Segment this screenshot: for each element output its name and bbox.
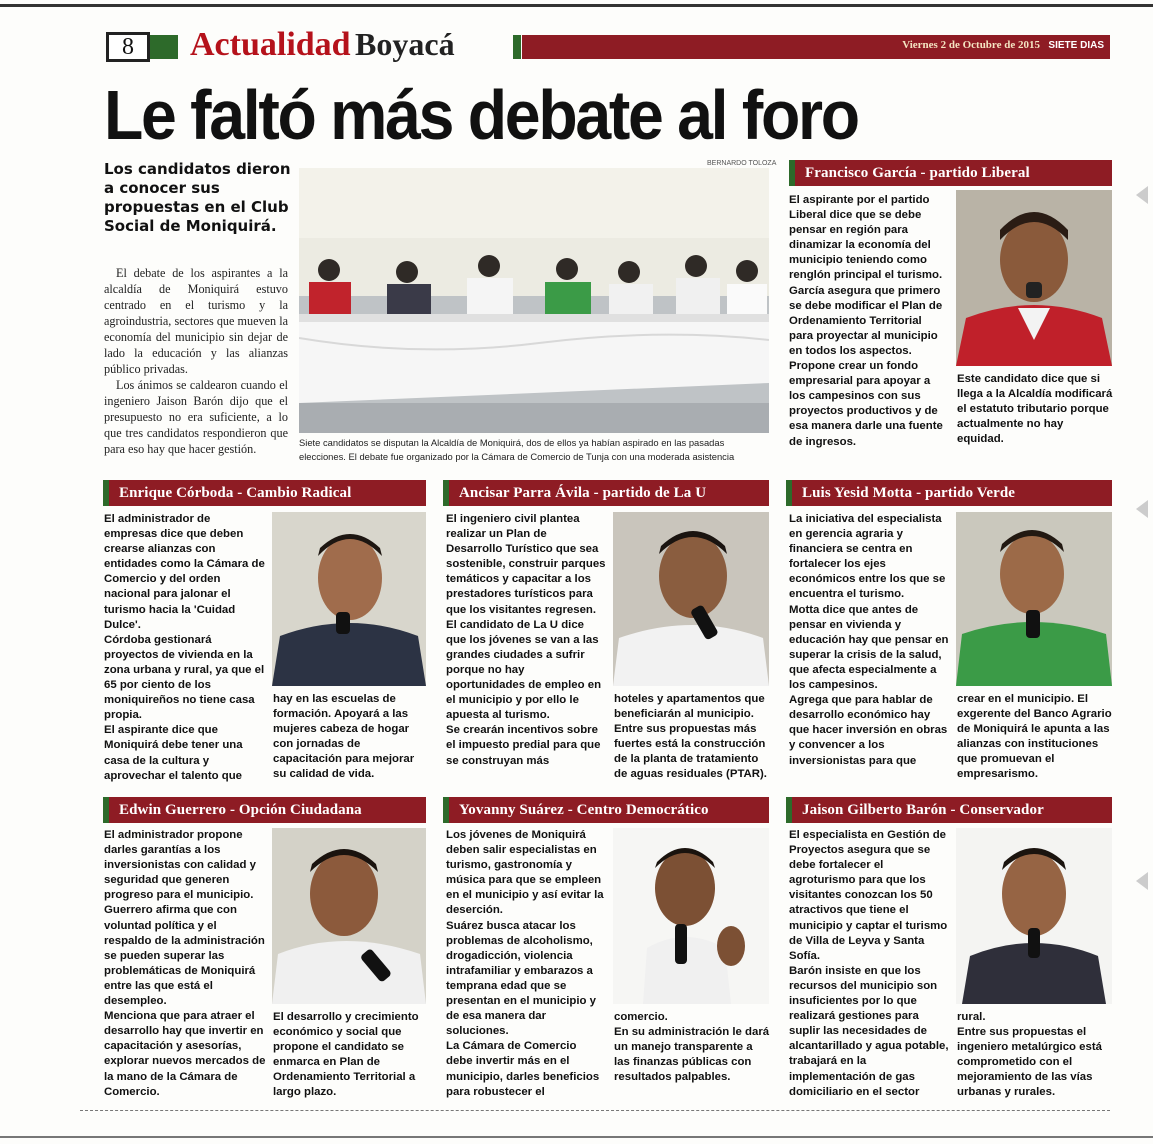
- candidate-text-col2: comercio. En su administración le dará un manejo transparente a las finanzas públicas con resultados palpables.: [614, 1011, 770, 1084]
- candidate-text-col1: El administrador de empresas dice que deben crearse alianzas con entidades como la Cámara de Comercio y del orden nacional para jalonar el turismo hacia la 'Cuidad Dulce'. Córdoba gestionará proyectos de vivienda en la zona urbana y rural, ya que el 65 por ciento de los moniquireños no tiene casa propia. El aspirante dice que Moniquirá debe tener una casa de la cultura y aprovechar el talento que: [104, 513, 265, 782]
- bottom-rule: [80, 1110, 1110, 1111]
- candidate-photo: [613, 828, 769, 1004]
- candidate-photo: [956, 512, 1112, 686]
- lead-body: [104, 265, 288, 457]
- photo-credit: BERNARDO TOLOZA: [707, 160, 777, 167]
- candidate-text-col1: Los jóvenes de Moniquirá deben salir especialistas en turismo, gastronomía y música para que se empleen en el municipio y así evitar la deserción. Suárez busca atacar los problemas de alcoholismo, drogadicción, violencia intrafamiliar y embarazos a temprana edad que se presentan en el municipio y de esa manera dar soluciones. La Cámara de Comercio debe invertir más en el municipio, darles beneficios para robustecer el: [446, 829, 604, 1098]
- right-edge-mark: [1136, 872, 1148, 890]
- candidate-text-col1: El aspirante por el partido Liberal dice que se debe pensar en región para dinamizar la economía del municipio teniendo como renglón principal el turismo. García asegura que primero se debe modificar el Plan de Ordenamiento Territorial para proyectar al municipio en todos los aspectos. Propone crear un fondo empresarial para apoyar a los campesinos con sus proyectos productivos y de esa manera darle una fuente de ingresos.: [789, 194, 943, 448]
- candidate-header: Francisco García - partido Liberal: [789, 160, 1112, 186]
- section-title: [190, 26, 455, 66]
- candidate-photo: [956, 190, 1112, 366]
- headline: Le faltó más debate al foro: [104, 76, 858, 154]
- masthead-bar: [522, 35, 1110, 59]
- portrait-garcia: [956, 190, 1112, 366]
- bottom-edge: [0, 1136, 1153, 1138]
- candidate-header: Edwin Guerrero - Opción Ciudadana: [103, 797, 426, 823]
- debate-scene-photo: [299, 168, 769, 433]
- candidate-text-col1: La iniciativa del especialista en gerencia agraria y financiera se centra en fortalecer los ejes económicos entre los que se encuentra el turismo. Motta dice que antes de pensar en vivienda y educación hay que pensar en superar la crisis de la salud, que afecta especialmente a los campesinos. Agrega que para hablar de desarrollo económico hay que hacer inversión en obras y convencer a los inversionistas para que: [789, 513, 949, 767]
- candidate-photo: [956, 828, 1112, 1004]
- lead-photo: [299, 168, 769, 433]
- portrait-cordoba: [272, 512, 426, 686]
- paper-name: SIETE DIAS: [1048, 40, 1104, 51]
- portrait-baron: [956, 828, 1112, 1004]
- candidate-photo: [272, 828, 426, 1004]
- candidate-text-col1: El especialista en Gestión de Proyectos asegura que se debe fortalecer el agroturismo para que los visitantes conozcan los 50 atractivos que tiene el municipio y captar el turismo de Villa de Leyva y Santa Sofía. Barón insiste en que los recursos del municipio son insuficientes por lo que realizará gestiones para suplir las necesidades de alcantarillado y agua potable, trabajará en la implementación de gas domiciliario en el sector: [789, 829, 949, 1098]
- portrait-suarez: [613, 828, 769, 1004]
- issue-date: Viernes 2 de Octubre de 2015: [902, 39, 1040, 51]
- top-rule: [0, 4, 1153, 7]
- right-edge-mark: [1136, 186, 1148, 204]
- candidate-text-col1: El administrador propone darles garantías a los inversionistas con calidad y seguridad que generen progreso para el municipio. Guerrero afirma que con voluntad política y el respaldo de la administración se pueden superar las problemáticas de Moniquirá entre las que está el desempleo. Menciona que para atraer el desarrollo hay que invertir en capacitación y asesorías, explorar nuevos mercados de la mano de la Cámara de Comercio.: [104, 829, 266, 1098]
- page-number-box: [106, 32, 150, 62]
- candidate-text-col1: El ingeniero civil plantea realizar un Plan de Desarrollo Turístico que sea sostenible, construir parques temáticos y capacitar a los prestadores turísticos para que los visitantes regresen. El candidato de La U dice que los jóvenes se van a las grandes ciudades a sufrir porque no hay oportunidades de empleo en el municipio y por ello le apuesta al turismo. Se crearán incentivos sobre el impuesto predial para que se construyan más: [446, 513, 606, 767]
- right-edge-mark: [1136, 500, 1148, 518]
- lead-paragraph: Los ánimos se caldearon cuando el ingeniero Jaison Barón dijo que el presupuesto no era suficiente, a lo que tres candidatos respondieron que para eso hay que hacer gestión.: [104, 378, 288, 456]
- candidate-photo: [272, 512, 426, 686]
- candidate-header: Enrique Córboda - Cambio Radical: [103, 480, 426, 506]
- portrait-guerrero: [272, 828, 426, 1004]
- candidate-text-col2: Este candidato dice que si llega a la Alcaldía modificará el estatuto tributario porque actualmente no hay equidad.: [957, 373, 1113, 446]
- candidate-text-col2: hoteles y apartamentos que beneficiarán al municipio. Entre sus propuestas más fuertes está la construcción de la planta de tratamiento de aguas residuales (PTAR).: [614, 693, 767, 781]
- candidate-header: Jaison Gilberto Barón - Conservador: [786, 797, 1112, 823]
- candidate-text-col2: rural. Entre sus propuestas el ingeniero metalúrgico está comprometido con el mejoramiento de las vías urbanas y rurales.: [957, 1011, 1102, 1099]
- candidate-header: Yovanny Suárez - Centro Democrático: [443, 797, 769, 823]
- lead-paragraph: El debate de los aspirantes a la alcaldía de Moniquirá estuvo centrado en el turismo y la agroindustria, sectores que mueven la economía del municipio sin dejar de lado la educación y las alianzas público privadas.: [104, 266, 288, 376]
- portrait-motta: [956, 512, 1112, 686]
- lead-deck: Los candidatos dieron a conocer sus propuestas en el Club Social de Moniquirá.: [104, 160, 291, 235]
- masthead-divider: [150, 35, 178, 59]
- candidate-text-col2: El desarrollo y crecimiento económico y social que propone el candidato se enmarca en Plan de Ordenamiento Territorial a largo plazo.: [273, 1011, 419, 1099]
- candidate-header: Luis Yesid Motta - partido Verde: [786, 480, 1112, 506]
- region-label: Boyacá: [355, 26, 455, 62]
- section-label: Actualidad: [190, 26, 351, 63]
- photo-caption: Siete candidatos se disputan la Alcaldía de Moniquirá, dos de ellos ya habían aspirado en las pasadas elecciones. El debate fue organizado por la Cámara de Comercio de Tunja con una moderada asistencia: [299, 437, 735, 462]
- candidate-header: Ancisar Parra Ávila - partido de La U: [443, 480, 769, 506]
- portrait-parra: [613, 512, 769, 686]
- candidate-text-col2: crear en el municipio. El exgerente del Banco Agrario de Moniquirá le apunta a las alianzas con instituciones que promuevan el empresarismo.: [957, 693, 1112, 781]
- candidate-text-col2: hay en las escuelas de formación. Apoyará a las mujeres cabeza de hogar con jornadas de capacitación para mejorar su calidad de vida.: [273, 693, 415, 781]
- masthead-green-tab: [513, 35, 521, 59]
- candidate-photo: [613, 512, 769, 686]
- page-number: 8: [122, 34, 134, 60]
